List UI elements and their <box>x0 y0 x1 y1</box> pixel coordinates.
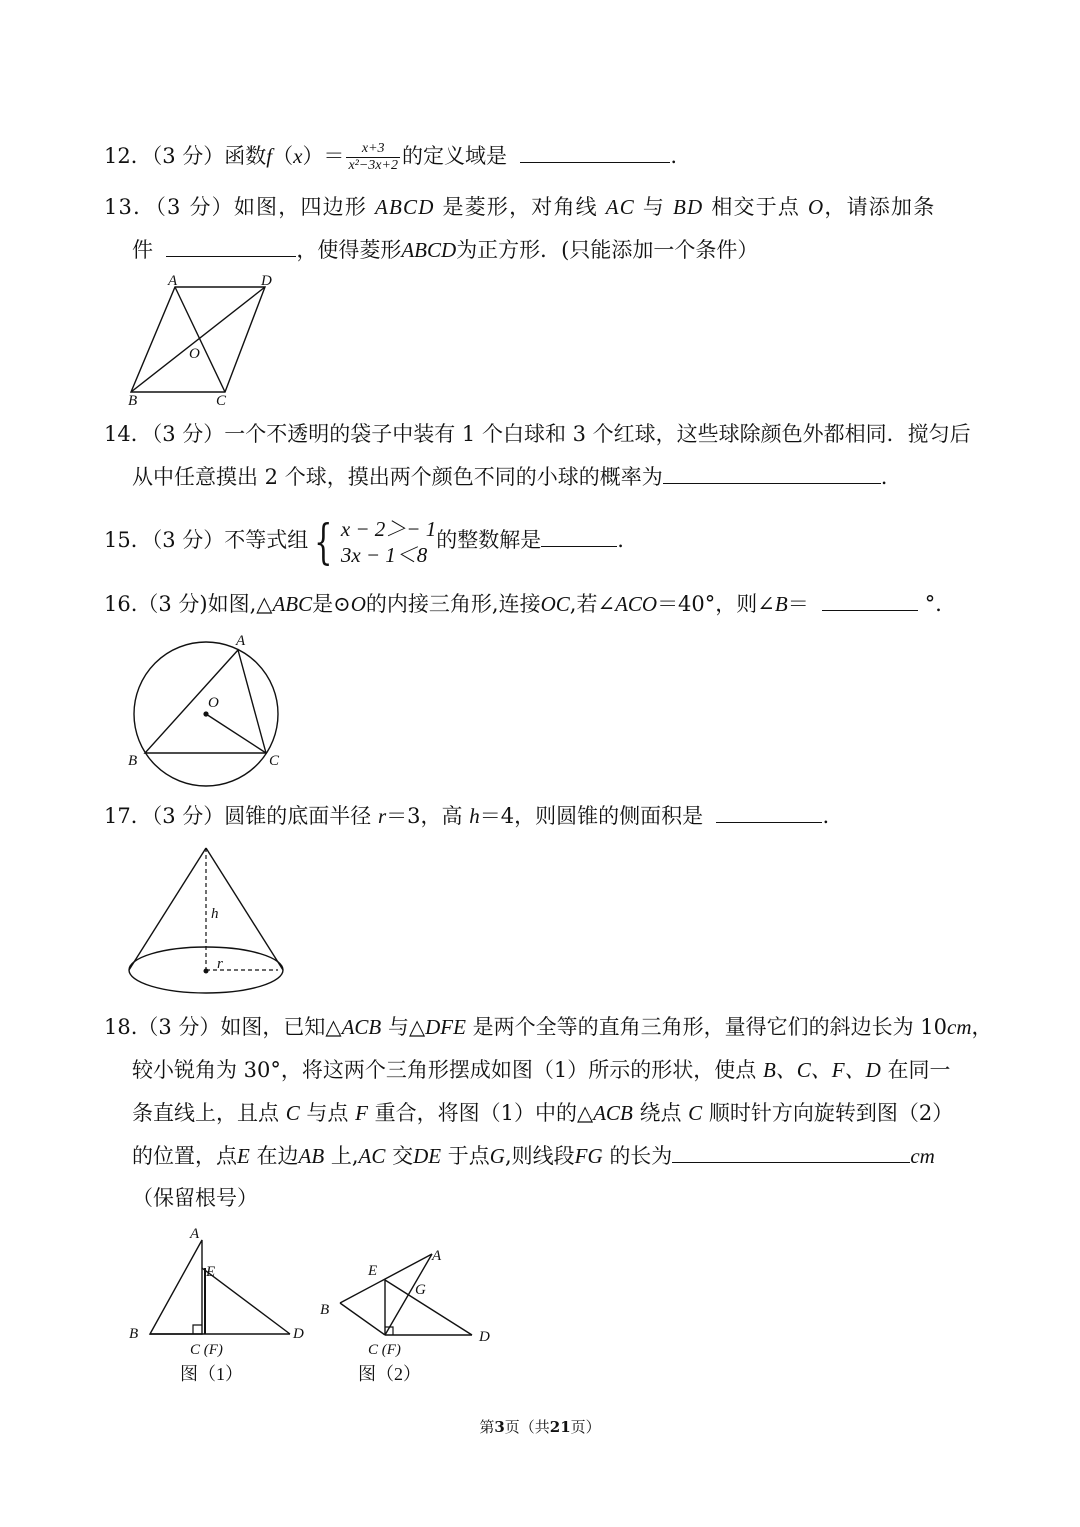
question-17: 17．（3 分）圆锥的底面半径 r＝3，高 h＝4，则圆锥的侧面积是 . <box>104 804 830 828</box>
fraction: $\frac{x+3}{\text{x²−3x+2}}$ <box>348 141 398 173</box>
label-d: D <box>479 1329 490 1345</box>
segment-ed <box>202 1268 290 1334</box>
label-d: D <box>293 1326 304 1342</box>
triangle-abc <box>145 650 266 753</box>
question-12: 12．（3 分）函数f（x）＝ $\frac{x+3}{\text{x²−3x+2}}$ 的定义域是 . <box>104 141 678 173</box>
question-14-line-1: 14．（3 分）一个不透明的袋子中装有 1 个白球和 3 个红球，这些球除颜色外都相同．搅匀后 <box>104 422 971 446</box>
label-b: B <box>128 393 138 409</box>
cone-figure <box>120 840 290 1000</box>
question-18-line-3: 条直线上，且点 C 与点 F 重合，将图（1）中的△ACB 绕点 C 顺时针方向旋转到图（2） <box>132 1101 954 1125</box>
label-a: A <box>236 633 246 649</box>
inscribed-triangle-figure <box>120 625 300 785</box>
question-13-line-1: 13．（3 分）如图，四边形 ABCD 是菱形，对角线 AC 与 BD 相交于点 O，请添加条 <box>104 195 936 219</box>
segment-bc <box>340 1303 385 1335</box>
label-r: r <box>217 956 223 972</box>
question-15: 15．（3 分）不等式组 { x − 2＞− 1 3x − 1＜8 的整数解是 . <box>104 513 624 570</box>
diagonal-ac <box>175 287 225 392</box>
question-18-line-1: 18.（3 分）如图，已知△ACB 与△DFE 是两个全等的直角三角形，量得它们的斜边长为 10cm， <box>104 1015 993 1039</box>
base-center <box>204 969 209 974</box>
page-footer: 第3页（共21页） <box>479 1418 601 1436</box>
label-d: D <box>261 273 272 289</box>
label-o: O <box>189 346 200 362</box>
question-16: 16.（3 分)如图,△ABC是⊙O的内接三角形,连接OC,若∠ACO＝40°，则∠B＝ °． <box>104 592 957 616</box>
question-13-line-2: 件 ，使得菱形ABCD为正方形．(只能添加一个条件） <box>132 238 759 262</box>
label-g: G <box>415 1282 426 1298</box>
answer-blank[interactable] <box>672 1142 910 1163</box>
answer-blank[interactable] <box>541 526 617 547</box>
answer-blank[interactable] <box>663 463 881 484</box>
figure-2 <box>320 1240 510 1390</box>
label-cf: C (F) <box>368 1342 401 1358</box>
inequality-system: x − 2＞− 1 3x − 1＜8 <box>340 516 437 567</box>
figure-2-caption: 图（2） <box>358 1364 421 1384</box>
system-brace: { <box>314 513 333 570</box>
answer-blank[interactable] <box>822 590 918 611</box>
label-a: A <box>190 1226 200 1242</box>
label-o: O <box>208 695 219 711</box>
figure-1-caption: 图（1） <box>180 1364 243 1384</box>
total-pages: 21 <box>549 1418 571 1436</box>
label-a: A <box>432 1248 442 1264</box>
question-18-line-2: 较小锐角为 30°，将这两个三角形摆成如图（1）所示的形状，使点 B、C、F、D 在同一 <box>132 1058 951 1082</box>
question-18-line-4: 的位置，点E 在边AB 上,AC 交DE 于点G,则线段FG 的长为 cm <box>132 1144 935 1168</box>
question-18-line-5: （保留根号） <box>132 1186 258 1210</box>
rhombus-figure <box>120 270 290 410</box>
center-point <box>203 711 208 716</box>
cone-side-left <box>129 848 206 970</box>
answer-blank[interactable] <box>166 236 296 257</box>
label-b: B <box>128 753 138 769</box>
figure-1 <box>120 1220 320 1390</box>
triangle-acb <box>150 1240 202 1334</box>
right-angle-mark <box>193 1325 202 1334</box>
label-h: h <box>211 906 219 922</box>
question-14-line-2: 从中任意摸出 2 个球，摸出两个颜色不同的小球的概率为 . <box>132 465 888 489</box>
label-a: A <box>168 273 178 289</box>
label-b: B <box>129 1326 139 1342</box>
label-e: E <box>368 1263 378 1279</box>
label-e: E <box>206 1264 216 1280</box>
label-b: B <box>320 1302 330 1318</box>
segment-ed <box>385 1280 472 1335</box>
label-cf: C (F) <box>190 1342 223 1358</box>
page-number: 3 <box>494 1418 505 1436</box>
answer-blank[interactable] <box>520 142 670 163</box>
answer-blank[interactable] <box>716 802 822 823</box>
label-c: C <box>269 753 280 769</box>
label-c: C <box>216 393 227 409</box>
